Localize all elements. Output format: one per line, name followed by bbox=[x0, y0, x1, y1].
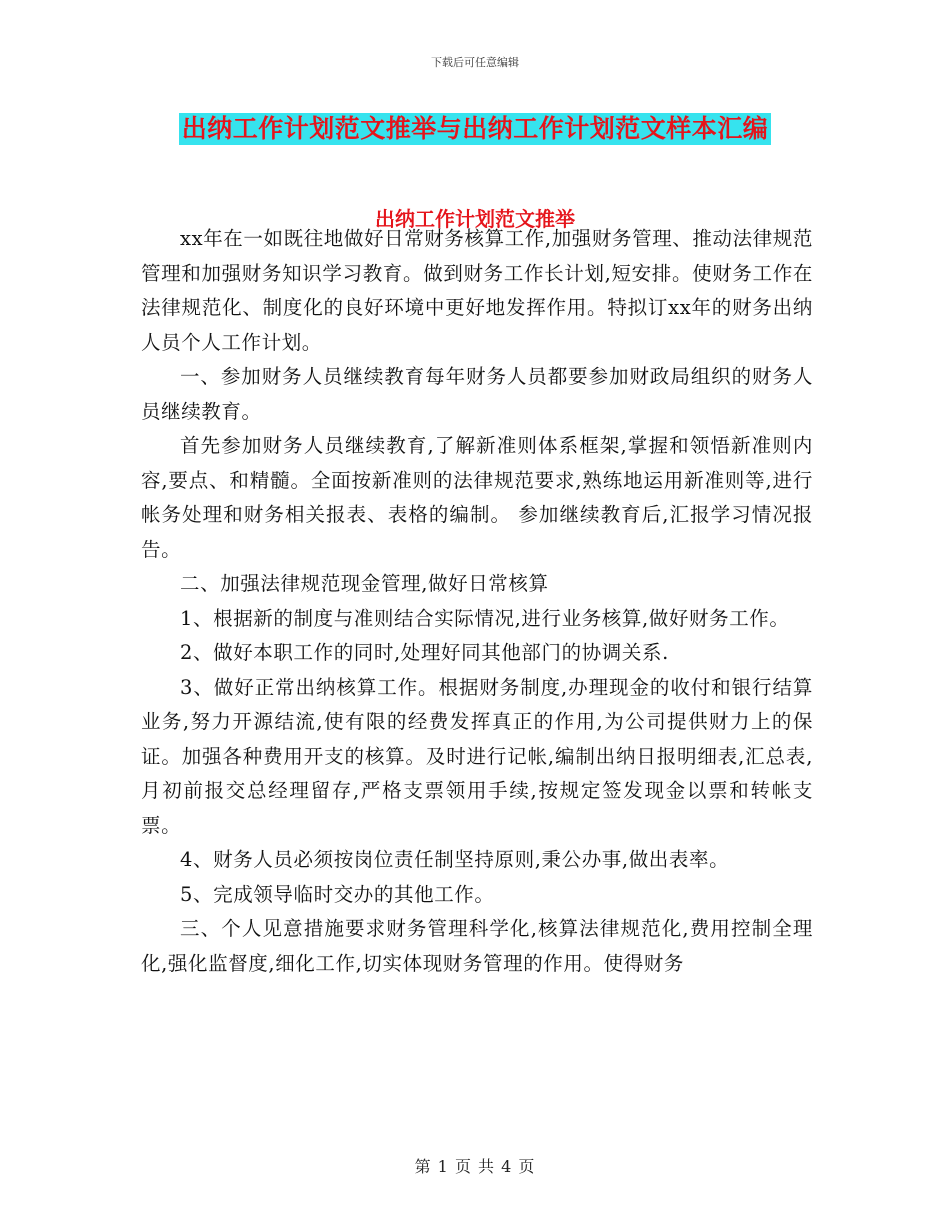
paragraph: 2、做好本职工作的同时,处理好同其他部门的协调关系. bbox=[180, 641, 669, 664]
paragraph: 二、加强法律规范现金管理,做好日常核算 bbox=[180, 572, 549, 595]
page-footer: 第 1 页 共 4 页 bbox=[414, 1157, 536, 1176]
paragraph: 首先参加财务人员继续教育,了解新准则体系框架,掌握和领悟新准则内容,要点、和精髓。全面按新准则的法律规范要求,熟练地运用新准则等,进行帐务处理和财务相关报表、表格的编制。 参加继续教育后,汇报学习情况报告。 bbox=[141, 434, 813, 561]
document-title: 出纳工作计划范文推举与出纳工作计划范文样本汇编 bbox=[179, 113, 772, 145]
paragraph: 1、根据新的制度与准则结合实际情况,进行业务核算,做好财务工作。 bbox=[180, 606, 790, 630]
paragraph: xx年在一如既往地做好日常财务核算工作,加强财务管理、推动法律规范管理和加强财务知识学习教育。做到财务工作长计划,短安排。使财务工作在法律规范化、制度化的良好环境中更好地发挥作用。特拟订xx年的财务出纳人员个人工作计划。 bbox=[141, 227, 813, 354]
document-title-container bbox=[0, 113, 950, 145]
paragraph: 三、个人见意措施要求财务管理科学化,核算法律规范化,费用控制全理化,强化监督度,细化工作,切实体现财务管理的作用。使得财务 bbox=[141, 917, 813, 975]
paragraph: 5、完成领导临时交办的其他工作。 bbox=[180, 882, 495, 906]
paragraph: 3、做好正常出纳核算工作。根据财务制度,办理现金的收付和银行结算业务,努力开源结流,使有限的经费发挥真正的作用,为公司提供财力上的保证。加强各种费用开支的核算。及时进行记帐,编制出纳日报明细表,汇总表,月初前报交总经理留存,严格支票领用手续,按规定签发现金以票和转帐支票。 bbox=[141, 675, 813, 837]
document-body bbox=[141, 222, 813, 981]
section-title: 出纳工作计划范文推举 bbox=[375, 207, 575, 231]
header-note: 下载后可任意编辑 bbox=[431, 56, 519, 69]
paragraph: 4、财务人员必须按岗位责任制坚持原则,秉公办事,做出表率。 bbox=[180, 848, 730, 871]
paragraph: 一、参加财务人员继续教育每年财务人员都要参加财政局组织的财务人员继续教育。 bbox=[141, 365, 813, 423]
